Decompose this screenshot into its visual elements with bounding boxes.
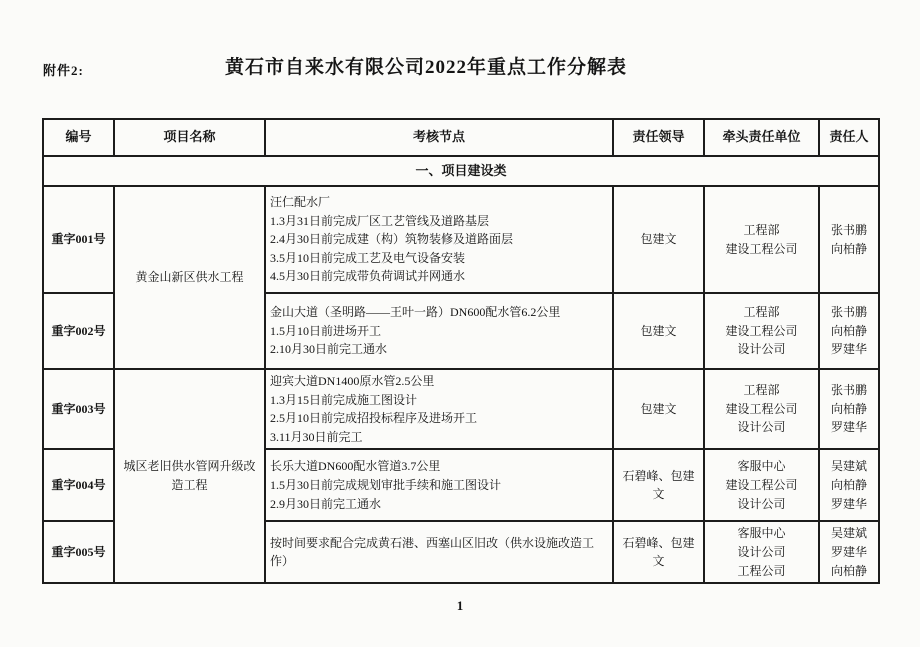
col-header-milestones: 考核节点: [265, 119, 613, 156]
unit-line: 工程公司: [737, 563, 786, 578]
milestone-line: 3.5月10日前完成工艺及电气设备安装: [270, 250, 466, 265]
unit-line: 建设工程公司: [725, 478, 798, 493]
milestone-line: 2.5月10日前完成招投标程序及进场开工: [270, 411, 478, 426]
unit-line: 设计公司: [737, 342, 786, 357]
milestone-line: 长乐大道DN600配水管道3.7公里: [270, 459, 441, 474]
person-line: 罗建华: [830, 544, 867, 559]
milestones-cell: [265, 449, 613, 521]
milestone-line: 1.5月30日前完成规划审批手续和施工图设计: [270, 478, 502, 493]
section-row: [43, 156, 879, 186]
lead-unit-cell: [704, 186, 819, 293]
person-cell: [819, 369, 879, 449]
milestone-line: 迎宾大道DN1400原水管2.5公里: [270, 374, 435, 388]
unit-line: 工程部: [743, 305, 780, 320]
milestone-line: 金山大道（圣明路——王叶一路）DN600配水管6.2公里: [270, 305, 561, 320]
person-line: 吴建斌: [830, 526, 867, 541]
person-line: 向柏静: [830, 401, 867, 416]
header-row: [43, 119, 879, 156]
milestone-line: 1.5月10日前进场开工: [270, 323, 382, 338]
row-id: 重字002号: [43, 293, 114, 369]
unit-line: 设计公司: [737, 496, 786, 511]
unit-line: 客服中心: [737, 526, 786, 541]
milestones-cell: [265, 186, 613, 293]
leader-cell: 包建文: [613, 186, 704, 293]
page-number: 1: [456, 598, 464, 613]
unit-line: 建设工程公司: [725, 323, 798, 338]
row-id: 重字004号: [43, 449, 114, 521]
milestones-cell: [265, 369, 613, 449]
milestone-line: 按时间要求配合完成黄石港、西塞山区旧改（供水设施改造工作）: [270, 535, 595, 569]
unit-line: 设计公司: [737, 420, 786, 435]
unit-line: 建设工程公司: [725, 401, 798, 416]
milestone-line: 4.5月30日前完成带负荷调试并网通水: [270, 269, 466, 284]
row-id: 重字001号: [43, 186, 114, 293]
lead-unit-cell: [704, 369, 819, 449]
person-line: 向柏静: [830, 563, 867, 578]
person-line: 张书鹏: [830, 305, 867, 320]
attachment-label: 附件2:: [43, 63, 84, 78]
page-title: 黄石市自来水有限公司2022年重点工作分解表: [224, 57, 627, 78]
person-line: 向柏静: [830, 323, 867, 338]
unit-line: 设计公司: [737, 544, 786, 559]
leader-cell: 石碧峰、包建文: [613, 521, 704, 583]
unit-line: 客服中心: [737, 459, 786, 474]
lead-unit-cell: [704, 449, 819, 521]
milestone-line: 1.3月31日前完成厂区工艺管线及道路基层: [270, 213, 490, 228]
project-name-cell: 黄金山新区供水工程: [114, 186, 265, 369]
col-header-lead-unit: 牵头责任单位: [704, 119, 819, 156]
row-id: 重字005号: [43, 521, 114, 583]
person-line: 向柏静: [830, 478, 867, 493]
leader-cell: 包建文: [613, 369, 704, 449]
unit-line: 工程部: [743, 222, 780, 237]
unit-line: 建设工程公司: [725, 241, 798, 256]
table-row: [43, 186, 879, 293]
person-line: 罗建华: [830, 342, 867, 357]
lead-unit-cell: [704, 521, 819, 583]
person-cell: [819, 449, 879, 521]
col-header-leader: 责任领导: [613, 119, 704, 156]
person-cell: [819, 293, 879, 369]
section-title: 一、项目建设类: [43, 156, 879, 186]
milestone-line: 汪仁配水厂: [270, 195, 331, 210]
unit-line: 工程部: [743, 383, 780, 398]
milestones-cell: [265, 521, 613, 583]
row-id: 重字003号: [43, 369, 114, 449]
person-line: 罗建华: [830, 496, 867, 511]
milestone-line: 3.11月30日前完工: [270, 429, 363, 444]
col-header-id: 编号: [43, 119, 114, 156]
milestones-cell: [265, 293, 613, 369]
leader-cell: 石碧峰、包建文: [613, 449, 704, 521]
person-line: 张书鹏: [830, 222, 867, 237]
person-line: 向柏静: [830, 241, 867, 256]
col-header-person: 责任人: [819, 119, 879, 156]
table-row: [43, 369, 879, 449]
col-header-project: 项目名称: [114, 119, 265, 156]
milestone-line: 1.3月15日前完成施工图设计: [270, 392, 418, 407]
milestone-line: 2.10月30日前完工通水: [270, 342, 388, 357]
lead-unit-cell: [704, 293, 819, 369]
person-line: 吴建斌: [830, 459, 867, 474]
work-breakdown-table: [42, 118, 880, 584]
project-name-cell: 城区老旧供水管网升级改造工程: [114, 369, 265, 583]
person-line: 张书鹏: [830, 383, 867, 398]
milestone-line: 2.9月30日前完工通水: [270, 496, 382, 511]
milestone-line: 2.4月30日前完成建（构）筑物装修及道路面层: [270, 232, 514, 247]
person-cell: [819, 521, 879, 583]
leader-cell: 包建文: [613, 293, 704, 369]
person-cell: [819, 186, 879, 293]
person-line: 罗建华: [830, 420, 867, 435]
